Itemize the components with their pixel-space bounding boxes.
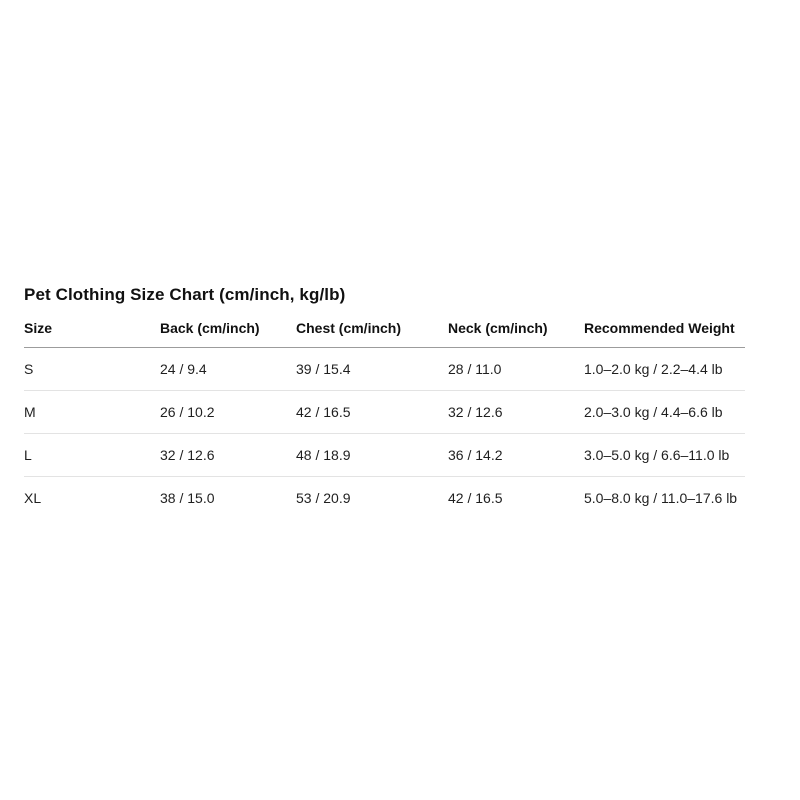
cell-weight: 3.0–5.0 kg / 6.6–11.0 lb <box>584 434 745 477</box>
cell-neck: 42 / 16.5 <box>448 490 503 507</box>
cell-back: 26 / 10.2 <box>160 391 296 434</box>
size-chart-table <box>24 320 745 519</box>
cell-chest: 42 / 16.5 <box>296 391 448 434</box>
table-row-s <box>24 348 745 391</box>
cell-chest: 53 / 20.9 <box>296 490 351 507</box>
table-row-l <box>24 434 745 477</box>
column-header-back: Back (cm/inch) <box>160 320 296 348</box>
cell-weight: 5.0–8.0 kg / 11.0–17.6 lb <box>584 490 738 507</box>
cell-size: M <box>24 391 160 434</box>
cell-chest: 39 / 15.4 <box>296 348 448 391</box>
column-header-weight: Recommended Weight <box>584 320 745 348</box>
column-header-size: Size <box>24 320 160 348</box>
cell-size: XL <box>24 490 42 507</box>
table-row-xl <box>24 477 745 520</box>
cell-neck: 32 / 12.6 <box>448 391 584 434</box>
cell-neck: 36 / 14.2 <box>448 434 584 477</box>
page-title: Pet Clothing Size Chart (cm/inch, kg/lb) <box>24 285 346 304</box>
table-row-m <box>24 391 745 434</box>
cell-weight: 2.0–3.0 kg / 4.4–6.6 lb <box>584 391 745 434</box>
cell-size: L <box>24 434 160 477</box>
cell-back: 38 / 15.0 <box>160 490 215 507</box>
cell-neck: 28 / 11.0 <box>448 348 584 391</box>
cell-weight: 1.0–2.0 kg / 2.2–4.4 lb <box>584 348 745 391</box>
table-header-row <box>24 320 745 348</box>
cell-back: 32 / 12.6 <box>160 434 296 477</box>
cell-chest: 48 / 18.9 <box>296 434 448 477</box>
cell-size: S <box>24 348 160 391</box>
column-header-chest: Chest (cm/inch) <box>296 320 448 348</box>
column-header-neck: Neck (cm/inch) <box>448 320 584 348</box>
cell-back: 24 / 9.4 <box>160 348 296 391</box>
